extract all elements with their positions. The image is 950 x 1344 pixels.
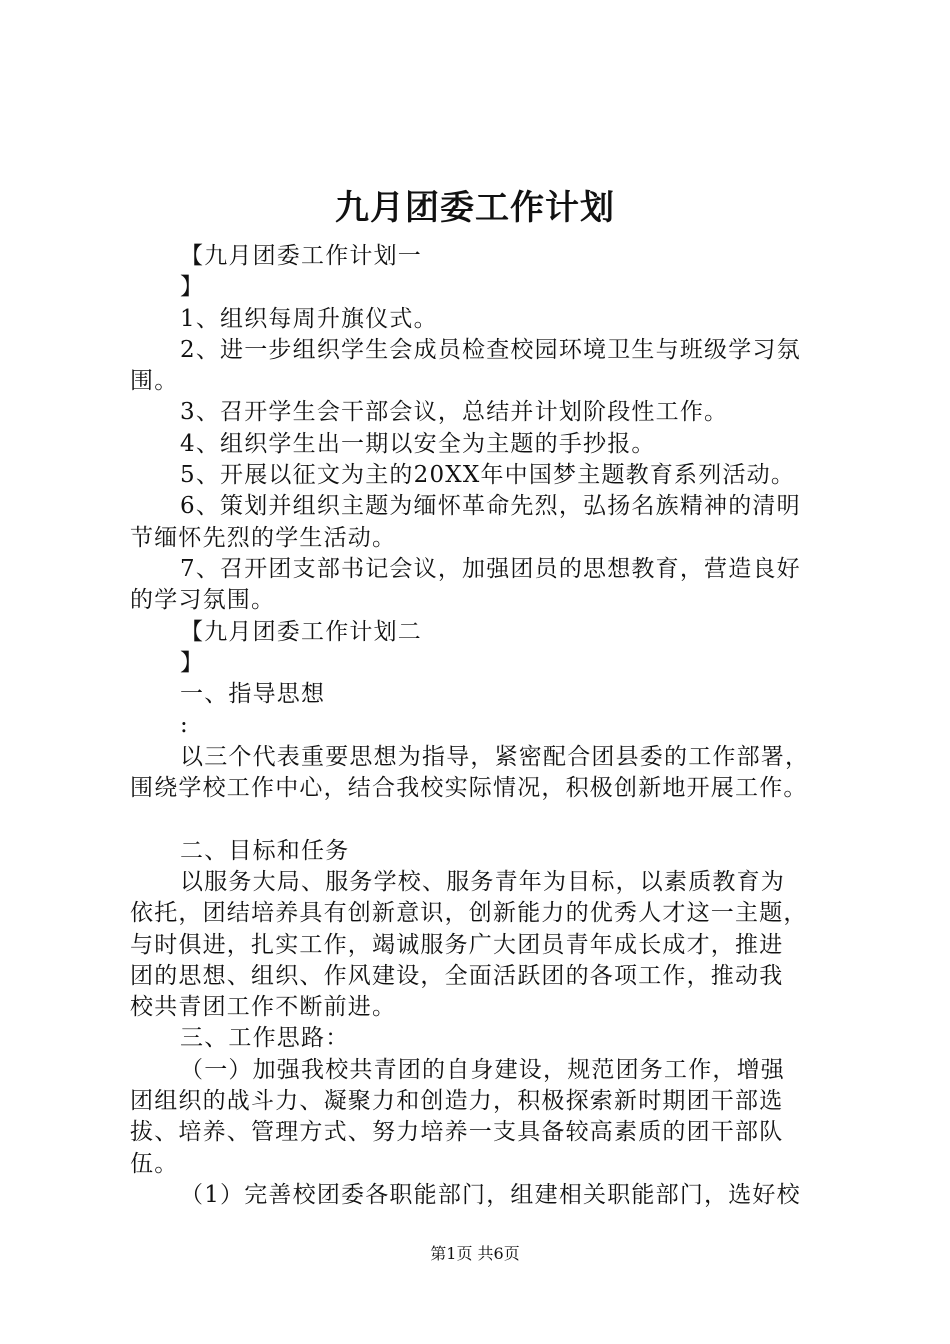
text-line: （一）加强我校共青团的自身建设，规范团务工作，增强 [180, 1056, 785, 1083]
text-line: 与时俱进，扎实工作，竭诚服务广大团员青年成长成才，推进 [130, 931, 784, 958]
text-line: 节缅怀先烈的学生活动。 [130, 524, 397, 551]
document-title: 九月团委工作计划 [335, 188, 615, 228]
text-line: 校共青团工作不断前进。 [130, 994, 397, 1021]
text-line: 伍。 [130, 1150, 179, 1177]
text-line: 7、召开团支部书记会议，加强团员的思想教育，营造良好 [180, 555, 801, 582]
text-line: 2、进一步组织学生会成员检查校园环境卫生与班级学习氛 [180, 336, 801, 363]
text-line: 依托，团结培养具有创新意识，创新能力的优秀人才这一主题， [130, 900, 808, 927]
text-line: 的学习氛围。 [130, 587, 276, 614]
text-line: 围。 [130, 368, 179, 395]
text-line: 三、工作思路： [180, 1025, 350, 1052]
text-line: 以服务大局、服务学校、服务青年为目标，以素质教育为 [180, 868, 785, 895]
text-line [130, 804, 845, 835]
text-line: 】 [180, 274, 205, 301]
text-line: 拔、培养、管理方式、努力培养一支具备较高素质的团干部队 [130, 1119, 784, 1146]
text-line: 4、组织学生出一期以安全为主题的手抄报。 [180, 430, 656, 457]
text-line: 【九月团委工作计划二 [180, 618, 422, 645]
text-line: （1）完善校团委各职能部门，组建相关职能部门，选好校 [180, 1181, 801, 1208]
text-line: 】 [180, 649, 205, 676]
page-footer: 第1页 共6页 [430, 1244, 520, 1263]
text-line: 团组织的战斗力、凝聚力和创造力，积极探索新时期团干部选 [130, 1088, 784, 1115]
text-line: 3、召开学生会干部会议，总结并计划阶段性工作。 [180, 399, 729, 426]
text-line: 以三个代表重要思想为指导，紧密配合团县委的工作部署， [180, 743, 810, 770]
text-line: 团的思想、组织、作风建设，全面活跃团的各项工作，推动我 [130, 962, 784, 989]
text-line: 二、目标和任务 [180, 837, 350, 864]
text-line: : [180, 712, 189, 739]
text-line: 一、指导思想 [180, 681, 326, 708]
text-line: 1、组织每周升旗仪式。 [180, 305, 438, 332]
text-line: 5、开展以征文为主的20XX年中国梦主题教育系列活动。 [180, 462, 796, 489]
document-body [130, 241, 845, 1211]
text-line: 围绕学校工作中心，结合我校实际情况，积极创新地开展工作。 [130, 775, 808, 802]
text-line: 6、策划并组织主题为缅怀革命先烈，弘扬名族精神的清明 [180, 493, 801, 520]
text-line: 【九月团委工作计划一 [180, 243, 422, 269]
